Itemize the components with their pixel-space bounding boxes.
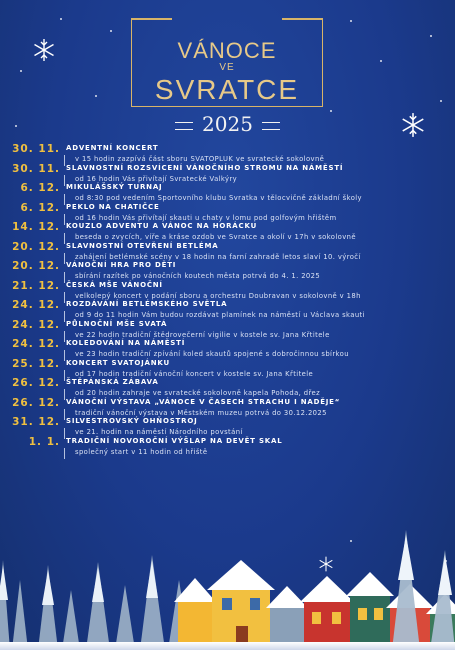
- event-date: [0, 260, 60, 272]
- event-title: SILVESTROVSKÝ OHŇOSTROJ: [66, 417, 198, 425]
- event-month: 12.: [38, 318, 60, 331]
- event-day: 26.: [12, 377, 34, 389]
- event-day: 26.: [12, 396, 34, 409]
- snowflake-icon: [32, 38, 56, 62]
- year: 2025: [202, 112, 253, 136]
- event-title: TRADIČNÍ NOVOROČNÍ VÝŠLAP NA DEVĚT SKAL: [66, 436, 283, 445]
- event-description: velkolepý koncert v podání sboru a orchestru Doubravan v sokolovně v 18h: [75, 291, 361, 300]
- event-month: 12.: [38, 260, 60, 272]
- event-description: sbírání razítek po vánočních koutech města potrvá do 4. 1. 2025: [75, 272, 321, 280]
- event-title: VÁNOČNÍ HRA PRO DĚTI: [66, 261, 177, 269]
- star: [440, 100, 442, 102]
- star: [20, 70, 22, 72]
- event-title: VÁNOČNÍ VÝSTAVA „VÁNOCE V ČASECH STRACHU I NADĚJE“: [66, 397, 341, 406]
- event-day: 20.: [12, 260, 34, 272]
- event-description: společný start v 11 hodin od hřiště: [75, 447, 208, 456]
- star: [430, 35, 432, 37]
- event-description: ve 22 hodin tradiční štědrovečerní vigilie v kostele sv. Jana Křtitele: [75, 330, 330, 339]
- star: [380, 60, 382, 62]
- event-description: ve 21. hodin na náměstí Národního povstání: [75, 428, 243, 436]
- event-month: 1.: [46, 435, 60, 448]
- event-month: 12.: [38, 240, 60, 253]
- event-date: [0, 338, 60, 350]
- title-svratce: SVRATCE: [154, 74, 300, 105]
- event-date: [0, 397, 60, 409]
- event-day: 24.: [12, 338, 34, 350]
- event-date: [0, 299, 60, 311]
- year-row: [0, 112, 455, 136]
- event-description: beseda o zvycích, víře a kráse ozdob ve Svratce a okolí v 17h v sokolovně: [75, 233, 356, 241]
- event-description: od 16 hodin Vás přivítají Svratecké Valkýry: [75, 174, 238, 183]
- event-month: 12.: [38, 221, 60, 233]
- event-title: SLAVNOSTNÍ OTEVŘENÍ BETLÉMA: [66, 241, 219, 250]
- event-month: 12.: [38, 299, 60, 311]
- event-title: PŮLNOČNÍ MŠE SVATÁ: [66, 319, 168, 328]
- event-month: 12.: [38, 377, 60, 389]
- star: [350, 20, 352, 22]
- event-date: [0, 182, 60, 194]
- event-month: 12.: [38, 357, 60, 370]
- event-description: zahájení betlémské scény v 18 hodin na farní zahradě letos slaví 10. výročí: [75, 252, 361, 261]
- event-day: 30.: [12, 162, 34, 175]
- event-day: 14.: [12, 221, 34, 233]
- star: [60, 18, 62, 20]
- event-day: 24.: [12, 299, 34, 311]
- star: [95, 95, 97, 97]
- event-month: 11.: [38, 162, 60, 175]
- event-description: od 16 hodin Vás přivítají skauti u chaty v lomu pod golfovým hřištěm: [75, 213, 337, 222]
- event-day: 31.: [12, 416, 34, 428]
- event-day: 30.: [12, 143, 34, 155]
- event-title: KONCERT SVATOJÁNKU: [66, 358, 170, 367]
- event-date: [0, 377, 60, 389]
- event-date: [0, 163, 60, 175]
- event-month: 12.: [38, 416, 60, 428]
- event-title: ČESKÁ MŠE VÁNOČNÍ: [66, 280, 163, 289]
- event-day: 20.: [12, 240, 34, 253]
- event-title: PEKLO NA CHATIČCE: [66, 202, 160, 211]
- event-date: [0, 416, 60, 428]
- event-day: 25.: [12, 357, 34, 370]
- event-title: ADVENTNÍ KONCERT: [66, 144, 159, 152]
- event-month: 12.: [38, 279, 60, 292]
- event-month: 12.: [38, 201, 60, 214]
- event-date: [0, 319, 60, 331]
- event-description: od 9 do 11 hodin Vám budou rozdávat plamínek na náměstí u Václava skauti: [75, 311, 365, 319]
- event-date: [0, 202, 60, 214]
- event-date: [0, 436, 60, 448]
- event-month: 12.: [38, 182, 60, 194]
- event-title: SLAVNOSTNÍ ROZSVÍCENÍ VÁNOČNÍHO STROMU NA NÁMĚSTÍ: [66, 163, 344, 172]
- year-decor-right: [262, 122, 280, 130]
- event-day: 6.: [20, 201, 34, 214]
- event-month: 12.: [38, 338, 60, 350]
- event-title: ROZDÁVÁNÍ BETLÉMSKÉHO SVĚTLA: [66, 300, 228, 308]
- event-day: 6.: [20, 182, 34, 194]
- event-title: KOLEDOVÁNÍ NA NÁMĚSTÍ: [66, 339, 186, 347]
- event-description: od 17 hodin tradiční vánoční koncert v kostele sv. Jana Křtitele: [75, 369, 314, 378]
- event-title: MIKULÁŠSKÝ TURNAJ: [66, 183, 163, 191]
- event-day: 24.: [12, 318, 34, 331]
- event-title: ŠTĚPÁNSKÁ ZÁBAVA: [66, 378, 159, 386]
- event-description: tradiční vánoční výstava v Městském muzeu potrvá do 30.12.2025: [75, 408, 327, 417]
- title-vanoce: VÁNOCE: [177, 38, 277, 63]
- event-day: 1.: [28, 435, 43, 448]
- winter-village-illustration: [0, 520, 455, 650]
- event-date: [0, 280, 60, 292]
- event-description: ve 23 hodin tradiční zpívání koled skautů spojené s dobročinnou sbírkou: [75, 350, 349, 358]
- event-description: v 15 hodin zazpívá část sboru SVATOPLUK ve svratecké sokolovně: [75, 155, 325, 163]
- event-day: 21.: [12, 279, 34, 292]
- event-connector: [64, 448, 65, 459]
- event-month: 11.: [38, 143, 60, 155]
- year-decor-left: [175, 122, 193, 130]
- star: [110, 30, 112, 32]
- event-date: [0, 241, 60, 253]
- event-month: 12.: [38, 396, 60, 409]
- event-description: od 8:30 pod vedením Sportovního klubu Svratka v tělocvičně základní školy: [75, 194, 362, 202]
- event-date: [0, 143, 60, 155]
- event-item: [0, 436, 455, 462]
- event-date: [0, 221, 60, 233]
- title-frame: [131, 18, 323, 107]
- event-title: KOUZLO ADVENTU A VÁNOC NA HORÁCKU: [66, 222, 258, 230]
- event-description: od 20 hodin zahraje ve svratecké sokolovně kapela Pohoda, dřez: [75, 389, 321, 397]
- event-date: [0, 358, 60, 370]
- title-ve: VE: [219, 62, 235, 73]
